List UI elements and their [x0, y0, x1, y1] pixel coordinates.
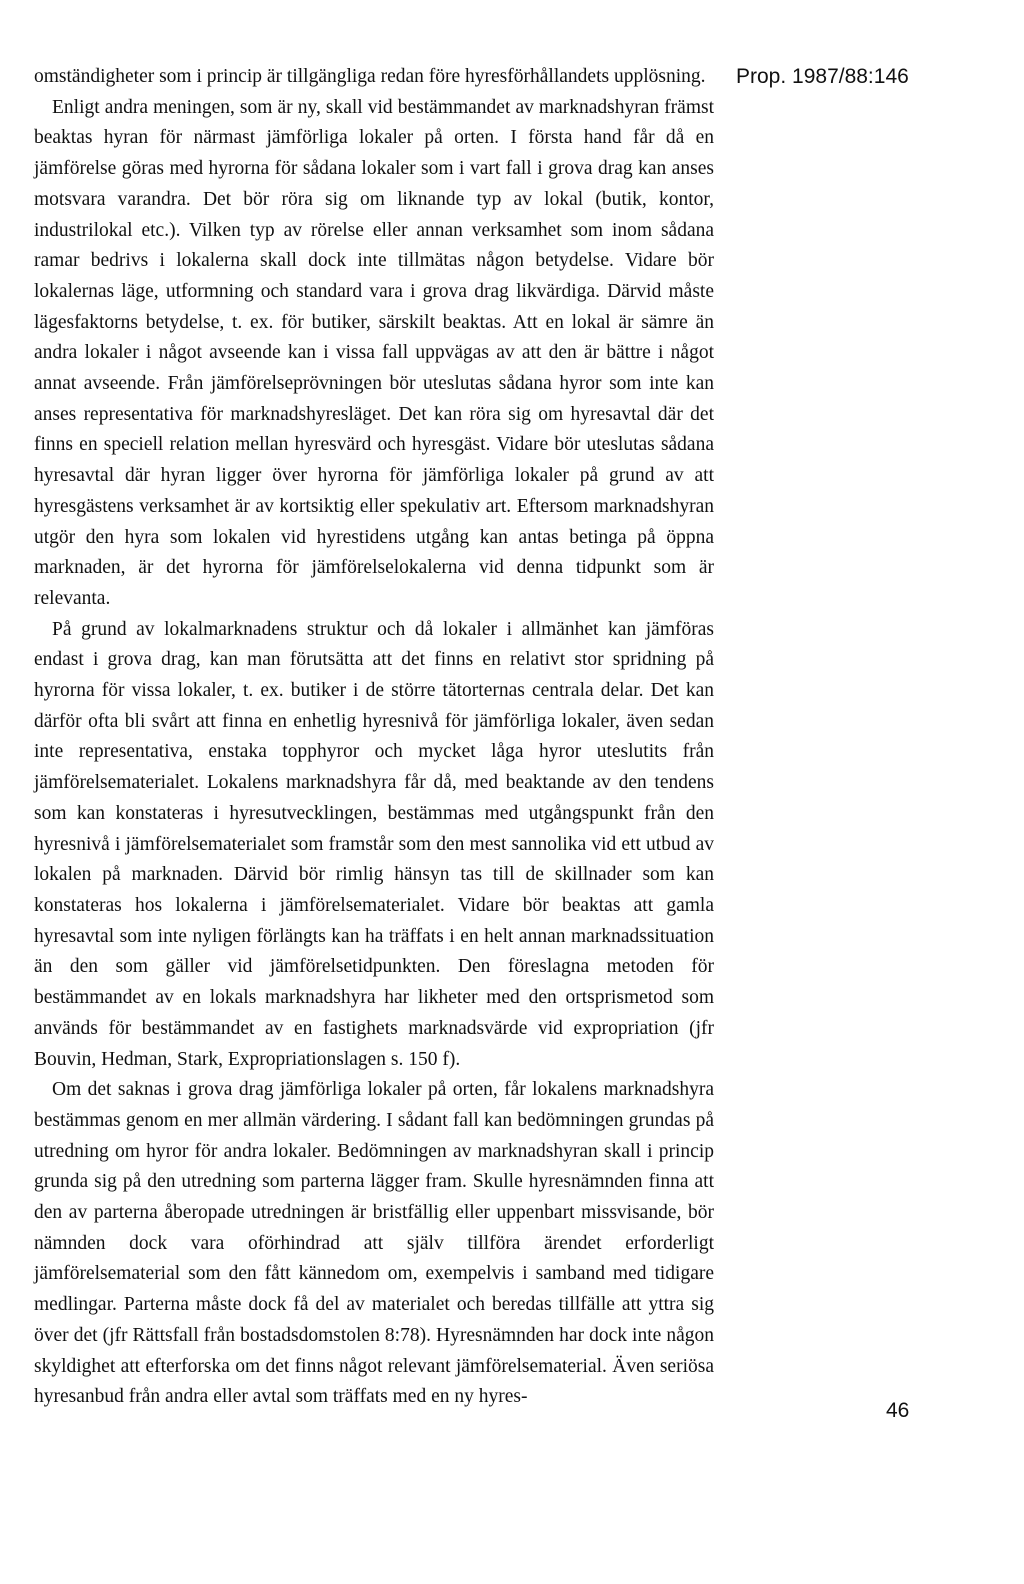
paragraph-1: omständigheter som i princip är tillgängliga redan före hyresförhållandets upplösning.: [34, 66, 706, 87]
page-number: 46: [886, 1399, 910, 1422]
proposition-reference: Prop. 1987/88:146: [736, 65, 909, 88]
paragraph-3: På grund av lokalmarknadens struktur och då lokaler i allmänhet kan jämföras endast i grova drag, kan man förutsätta att det finns en relativt stor spridning på hyrorna för vissa lokaler, t. ex. butiker i de större tätorternas centrala delar. Det kan därför ofta bli svårt att finna en enhetlig hyresnivå för jämförliga lokaler, även sedan inte representativa, enstaka topphyror och mycket låga hyror uteslutits från jämförelsematerialet. Lokalens marknadshyra får då, med beaktande av den tendens som kan konstateras i hyresutvecklingen, bestämmas med utgångspunkt från den hyresnivå i jämförelsematerialet som framstår som den mest sannolika vid ett utbud av lokalen på marknaden. Därvid bör rimlig hänsyn tas till de skillnader som kan konstateras hos lokalerna i jämförelsematerialet. Vidare bör beaktas att gamla hyresavtal som inte nyligen förlängts kan ha träffats i en helt annan marknadssituation än den som gäller vid jämförelsetidpunkten. Den föreslagna metoden för bestämmandet av en lokals marknadshyra har likheter med den ortsprismetod som används för bestämmandet av en fastighets marknadsvärde vid expropriation (jfr Bouvin, Hedman, Stark, Expropriationslagen s. 150 f).: [34, 618, 714, 1070]
paragraph-4: Om det saknas i grova drag jämförliga lokaler på orten, får lokalens marknadshyra bestämmas genom en mer allmän värdering. I sådant fall kan bedömningen grundas på utredning om hyror för andra lokaler. Bedömningen av marknadshyran skall i princip grunda sig på den utredning som parterna lägger fram. Skulle hyresnämnden finna att den av parterna åberopade utredningen är bristfällig eller uppenbart missvisande, bör nämnden dock vara oförhindrad att själv tillföra ärendet erforderligt jämförelsematerial som den fått kännedom om, exempelvis i samband med tidigare medlingar. Parterna måste dock få del av materialet och beredas tillfälle att yttra sig över det (jfr Rättsfall från bostadsdomstolen 8:78). Hyresnämnden har dock inte någon skyldighet att efterforska om det finns något relevant jämförelsematerial. Även seriösa hyresanbud från andra eller avtal som träffats med en ny hyres-: [34, 1079, 714, 1408]
paragraph-2: Enligt andra meningen, som är ny, skall vid bestämmandet av marknadshyran främst beaktas hyran för närmast jämförliga lokaler på orten. I första hand får då en jämförelse göras med hyrorna för sådana lokaler som i vart fall i grova drag kan anses motsvara varandra. Det bör röra sig om liknande typ av lokal (butik, kontor, industrilokal etc.). Vilken typ av rörelse eller annan verksamhet som inom sådana ramar bedrivs i lokalerna skall dock inte tillmätas någon betydelse. Vidare bör lokalernas läge, utformning och standard vara i grova drag likvärdiga. Därvid måste lägesfaktorns betydelse, t. ex. för butiker, särskilt beaktas. Att en lokal är sämre än andra lokaler i något avseende kan i vissa fall uppvägas av att den är bättre i något annat avseende. Från jämförelseprövningen bör uteslutas sådana hyror som inte kan anses representativa för marknadshyresläget. Det kan röra sig om hyresavtal där det finns en speciell relation mellan hyresvärd och hyresgäst. Vidare bör uteslutas sådana hyresavtal där hyran ligger över hyrorna för jämförliga lokaler på grund av att hyresgästens verksamhet är av kortsiktig eller spekulativ art. Eftersom marknadshyran utgör den hyra som lokalen vid hyrestidens utgång kan antas betinga på öppna marknaden, är det hyrorna för jämförelselokalerna vid denna tidpunkt som är relevanta.: [34, 96, 714, 609]
body-text: [34, 62, 714, 1413]
